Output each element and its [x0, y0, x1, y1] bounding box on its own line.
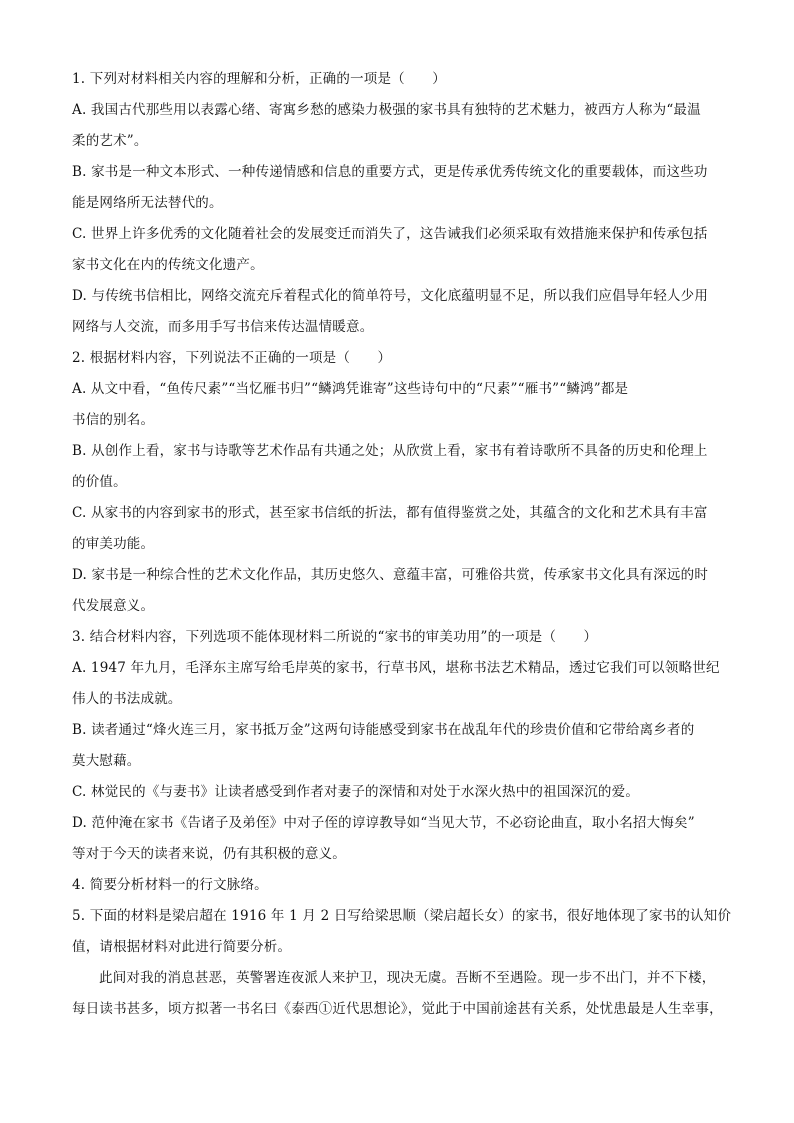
option-a-line-1: A. 1947 年九月，毛泽东主席写给毛岸英的家书，行草书风，堪称书法艺术精品，透过它我们可以领略世纪 [72, 660, 720, 676]
question-5 [72, 901, 732, 1025]
option-a-line-1: A. 我国古代那些用以表露心绪、寄寓乡愁的感染力极强的家书具有独特的艺术魅力，被西方人称为“最温 [72, 102, 701, 118]
option-b-line-2: 莫大慰藉。 [72, 753, 141, 769]
option-d-line-2: 代发展意义。 [72, 598, 155, 614]
option-a-line-2: 伟人的书法成就。 [72, 691, 182, 707]
option-d-line-2: 等对于今天的读者来说，仍有其积极的意义。 [72, 846, 346, 862]
question-2 [72, 343, 722, 622]
option-b-line-2: 能是网络所无法替代的。 [72, 195, 223, 211]
option-b-line-1: B. 从创作上看，家书与诗歌等艺术作品有共通之处；从欣赏上看，家书有着诗歌所不具备的历史和伦理上 [72, 443, 708, 459]
question-3 [72, 622, 722, 870]
option-b-line-2: 的价值。 [72, 474, 127, 490]
passage-line-1: 此间对我的消息甚恶，英警署连夜派人来护卫，现决无虞。吾断不至遇险。现一步不出门，并不下楼， [99, 970, 716, 986]
question-stem: 4. 简要分析材料一的行文脉络。 [72, 877, 268, 893]
option-c-line-1: C. 林觉民的《与妻书》让读者感受到作者对妻子的深情和对处于水深火热中的祖国深沉的爱。 [72, 784, 640, 800]
document-page [72, 64, 732, 1025]
option-b-line-1: B. 读者通过“烽火连三月，家书抵万金”这两句诗能感受到家书在战乱年代的珍贵价值和它带给离乡者的 [72, 722, 695, 738]
option-c-line-1: C. 从家书的内容到家书的形式，甚至家书信纸的折法，都有值得鉴赏之处，其蕴含的文化和艺术具有丰富 [72, 505, 708, 521]
option-c-line-1: C. 世界上许多优秀的文化随着社会的发展变迁而消失了，这告诫我们必须采取有效措施来保护和传承包括 [72, 226, 708, 242]
option-c-line-2: 的审美功能。 [72, 536, 155, 552]
question-stem: 3. 结合材料内容，下列选项不能体现材料二所说的“家书的审美功用”的一项是（ ） [72, 629, 598, 645]
option-d-line-1: D. 与传统书信相比，网络交流充斥着程式化的简单符号，文化底蕴明显不足，所以我们应倡导年轻人少用 [72, 288, 709, 304]
question-stem-line-1: 5. 下面的材料是梁启超在 1916 年 1 月 2 日写给梁思顺（梁启超长女）的家书，很好地体现了家书的认知价 [72, 908, 732, 924]
option-b-line-1: B. 家书是一种文本形式、一种传递情感和信息的重要方式，更是传承优秀传统文化的重要载体，而这些功 [72, 164, 708, 180]
option-d-line-1: D. 家书是一种综合性的艺术文化作品，其历史悠久、意蕴丰富，可雅俗共赏，传承家书文化具有深远的时 [72, 567, 709, 583]
question-1 [72, 64, 722, 343]
option-d-line-1: D. 范仲淹在家书《告诸子及弟侄》中对子侄的谆谆教导如“当见大节，不必窃论曲直，取小名招大悔矣” [72, 815, 695, 831]
passage-line-2: 每日读书甚多，顷方拟著一书名曰《泰西①近代思想论》，觉此于中国前途甚有关系，处忧患最是人生幸事， [72, 1001, 723, 1017]
option-a-line-2: 书信的别名。 [72, 412, 155, 428]
option-c-line-2: 家书文化在内的传统文化遗产。 [72, 257, 264, 273]
question-stem-line-2: 值，请根据材料对此进行简要分析。 [72, 939, 292, 955]
option-a-line-1: A. 从文中看，“鱼传尺素”“当忆雁书归”“鳞鸿凭谁寄”这些诗句中的“尺素”“雁书”“鳞鸿”都是 [72, 381, 629, 397]
question-stem: 1. 下列对材料相关内容的理解和分析，正确的一项是（ ） [72, 71, 446, 87]
question-4 [72, 870, 722, 901]
option-d-line-2: 网络与人交流，而多用手写书信来传达温情暖意。 [72, 319, 374, 335]
option-a-line-2: 柔的艺术”。 [72, 133, 148, 149]
question-stem: 2. 根据材料内容，下列说法不正确的一项是（ ） [72, 350, 392, 366]
